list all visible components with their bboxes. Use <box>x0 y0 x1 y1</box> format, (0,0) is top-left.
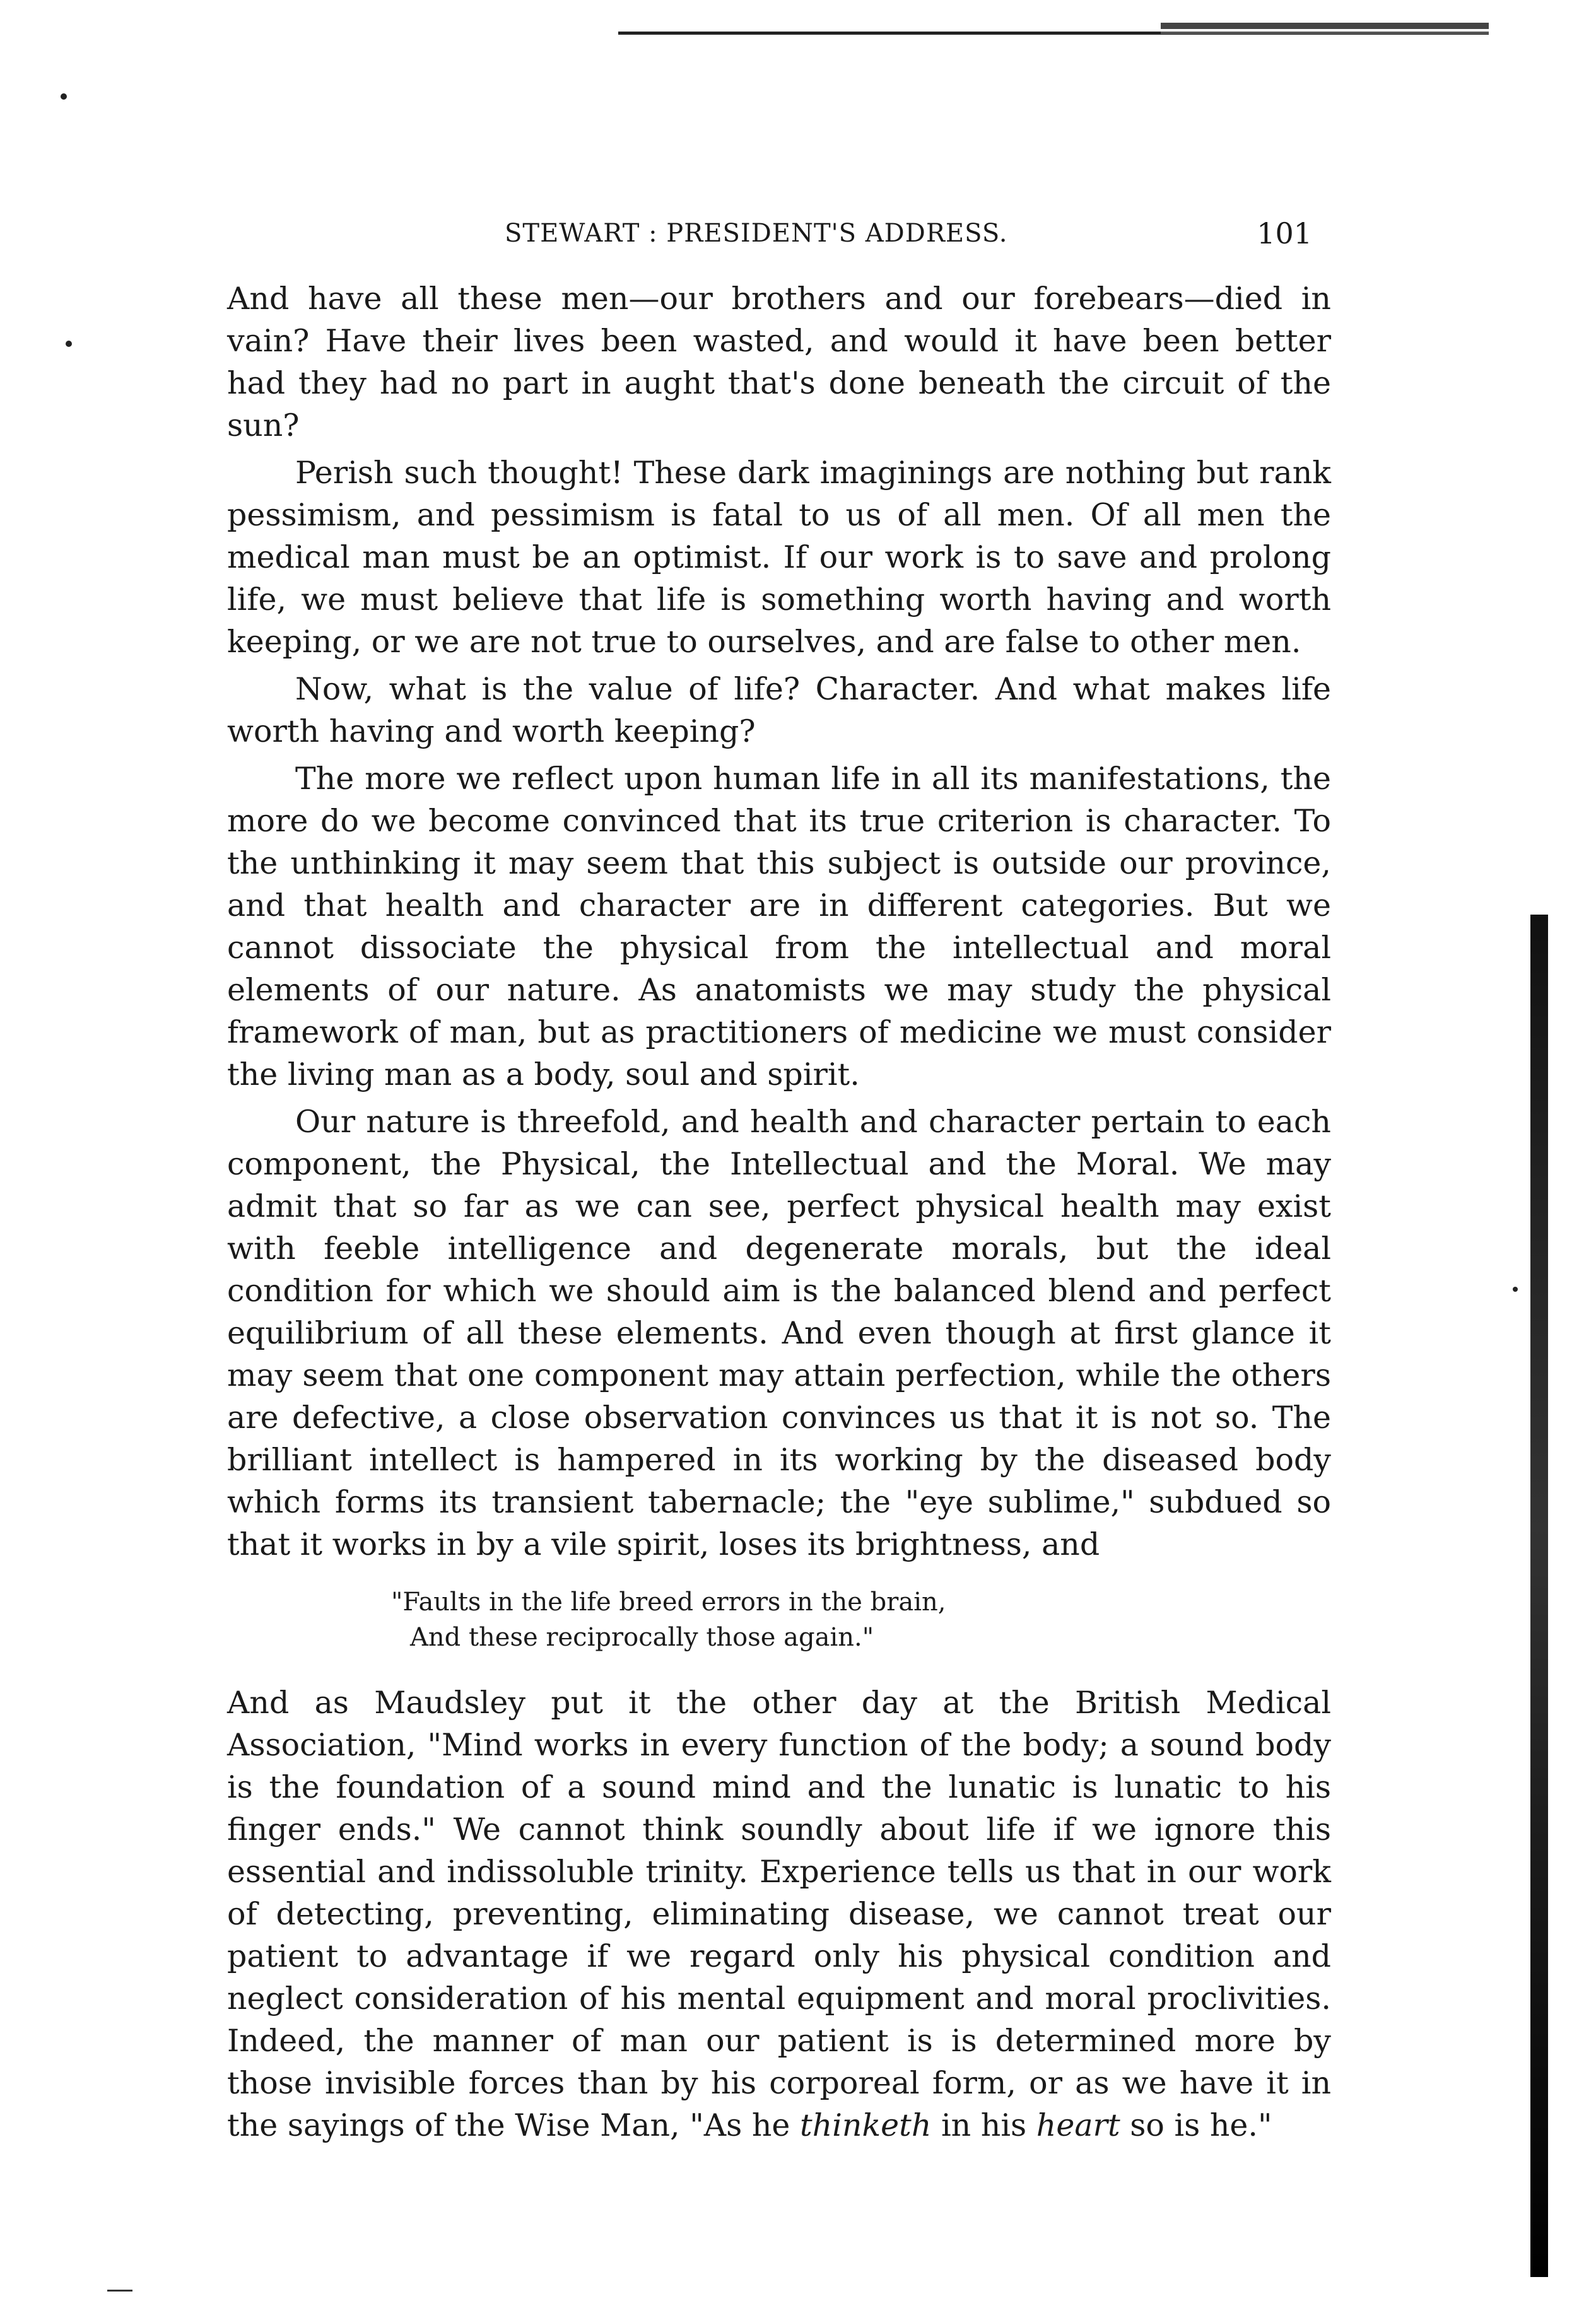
paragraph-6 <box>227 1682 1331 2146</box>
bottom-mark <box>107 2290 132 2292</box>
top-rule <box>618 28 1489 40</box>
paragraph-1: And have all these men—our brothers and our forebears—died in vain? Have their lives been wasted, and would it have been better had they had no part in aught that's done beneath the circuit of the sun? <box>227 281 1331 443</box>
margin-speck <box>66 341 72 347</box>
paragraph-6-text: And as Maudsley put it the other day at the British Medical Association, "Mind works in every function of the body; a sound body is the foundation of a sound mind and the lunatic is lunatic to his finger ends." We cannot think soundly about life if we ignore this essential and indissoluble trinity. Experience tells us that in our work of detecting, preventing, eliminating disease, we cannot treat our patient to advantage if we regard only his physical condition and neglect consideration of his mental equipment and moral proclivities. Indeed, the manner of man our patient is is determined more by those invisible forces than by his corporeal form, or as we have it in the sayings of the Wise Man, <box>227 1685 1331 2143</box>
verse-line-2: And these reciprocally those again." <box>410 1623 874 1652</box>
margin-speck <box>1513 1287 1518 1292</box>
quote-mid: in his <box>931 2107 1036 2143</box>
body-text <box>227 278 1331 2152</box>
margin-speck <box>61 93 67 100</box>
running-title: STEWART : PRESIDENT'S ADDRESS. <box>505 219 1008 248</box>
quote-heart: heart <box>1036 2107 1120 2143</box>
quote-thinketh: thinketh <box>800 2107 932 2143</box>
binding-shadow <box>1530 915 1548 2277</box>
paragraph-4: The more we reflect upon human life in all its manifestations, the more do we become convinced that its true criterion is character. To the unthinking it may seem that this subject is outside our province, and that health and character are in different categories. But we cannot dissociate the physical from the intellectual and moral elements of our nature. As anatomists we may study the physical framework of man, but as practitioners of medicine we must consider the living man as a body, soul and spirit. <box>227 761 1331 1092</box>
quote-end: so is he." <box>1120 2107 1272 2143</box>
verse-quotation <box>227 1584 1331 1655</box>
paragraph-3: Now, what is the value of life? Character. And what makes life worth having and worth keeping? <box>227 671 1331 749</box>
verse-line-1: "Faults in the life breed errors in the brain, <box>391 1588 946 1617</box>
page-number: 101 <box>1257 216 1312 250</box>
paragraph-2: Perish such thought! These dark imaginings are nothing but rank pessimism, and pessimism is fatal to us of all men. Of all men the medical man must be an optimist. If our work is to save and prolong life, we must believe that life is something worth having and worth keeping, or we are not true to ourselves, and are false to other men. <box>227 455 1331 660</box>
quote-open: "As he <box>689 2107 800 2143</box>
paragraph-5: Our nature is threefold, and health and character pertain to each component, the Physical, the Intellectual and the Moral. We may admit that so far as we can see, perfect physical health may exist with feeble intelligence and degenerate morals, but the ideal condition for which we should aim is the balanced blend and perfect equilibrium of all these elements. And even though at first glance it may seem that one component may attain perfection, while the others are defective, a close observation convinces us that it is not so. The brilliant intellect is hampered in its working by the diseased body which forms its transient tabernacle; the "eye sublime," subdued so that it works in by a vile spirit, loses its brightness, and <box>227 1104 1331 1562</box>
running-head <box>227 214 1312 252</box>
